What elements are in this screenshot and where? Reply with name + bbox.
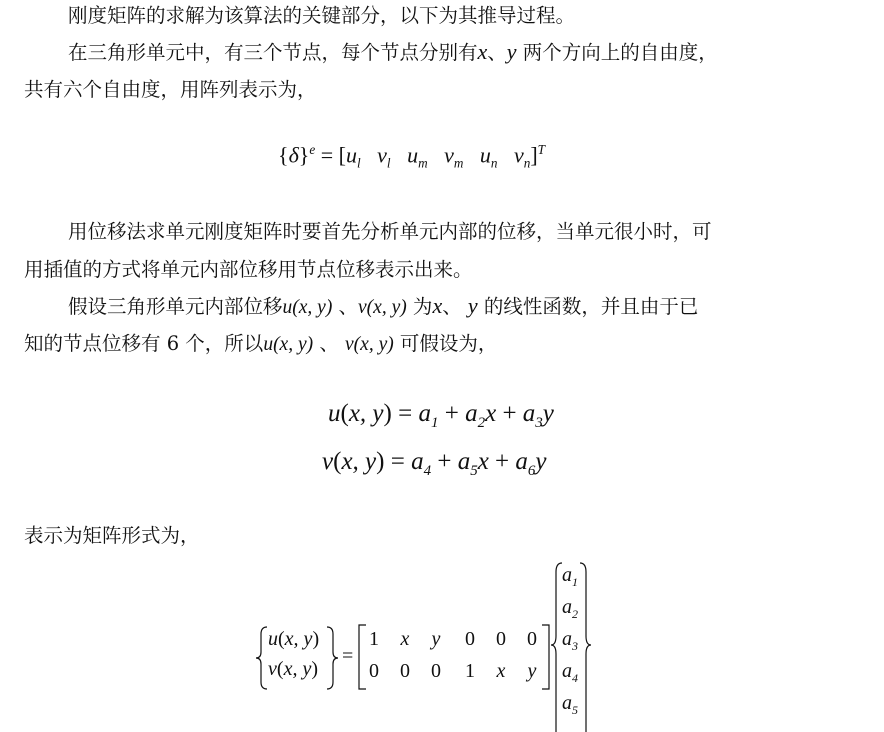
paragraph-displacement-cont (24, 254, 473, 286)
paragraph-text: 知的节点位移有 6 个，所以 (24, 332, 264, 355)
separator: 、 (442, 295, 468, 318)
paragraph-assumption-cont (24, 328, 497, 361)
paragraph-displacement (68, 216, 712, 248)
coeff-a5: $a_5$ (562, 692, 578, 717)
vector-u: u(x, y) (268, 628, 320, 650)
equation-u: u(x, $y) = a_1 + a_2x + a_3y$ (328, 400, 554, 431)
matrix-cell: 0 (465, 628, 475, 650)
paragraph-text: 可假设为， (393, 332, 498, 355)
matrix-cell: x (496, 660, 506, 682)
paragraph-text: 用位移法求单元刚度矩阵时要首先分析单元内部的位移，当单元很小时，可 (68, 220, 712, 243)
paragraph-matrix-form (24, 520, 200, 552)
equation-delta: $\{\delta\}^e = [u_l$ $v_l$ $u_m$ $v_m$ $u_n$ $v_n]^T$ (278, 142, 546, 171)
paragraph-text: 在三角形单元中，有三个节点，每个节点分别有 (68, 41, 478, 64)
paragraph-intro (68, 0, 575, 32)
left-brace-icon (255, 626, 269, 690)
paragraph-assumption (68, 290, 698, 324)
matrix-cell: y (431, 628, 441, 650)
func-v: v(x, y) (345, 334, 394, 355)
paragraph-text: 用插值的方式将单元内部位移用节点位移表示出来。 (24, 258, 473, 281)
paragraph-dof-cont (24, 74, 317, 106)
separator: 、 (332, 295, 359, 318)
paragraph-text: 刚度矩阵的求解为该算法的关键部分，以下为其推导过程。 (68, 4, 576, 27)
matrix-cell: 0 (496, 628, 506, 650)
matrix-cell: x (400, 628, 410, 650)
var-x: x (432, 293, 443, 318)
equation-v: v(x, $y) = a_4 + a_5x + a_6y$ (322, 448, 547, 479)
matrix-cell: 0 (431, 660, 441, 682)
var-y: y (467, 293, 478, 318)
right-brace-icon (578, 562, 592, 732)
coeff-a3: $a_3$ (562, 628, 578, 653)
right-brace-icon (325, 626, 339, 690)
coefficient-matrix (362, 628, 548, 688)
coeff-a1: $a_1$ (562, 564, 578, 589)
paragraph-dof (68, 36, 718, 69)
vector-v: v(x, y) (268, 658, 318, 680)
paragraph-text: 的线性函数，并且由于已 (477, 295, 699, 318)
paragraph-text: 表示为矩阵形式为， (24, 524, 200, 547)
paragraph-text: 共有六个自由度，用阵列表示为， (24, 78, 317, 101)
matrix-cell: 0 (369, 660, 379, 682)
matrix-cell: 1 (465, 660, 475, 682)
equals-sign: = (342, 645, 354, 667)
matrix-cell: 0 (400, 660, 410, 682)
paragraph-text: 假设三角形单元内部位移 (68, 295, 283, 318)
coeff-a4: $a_4$ (562, 660, 578, 685)
var-y: y (506, 39, 517, 64)
func-u: u(x, y) (282, 297, 333, 318)
separator: 、 (487, 41, 507, 64)
matrix-cell: y (527, 660, 537, 682)
paragraph-text: 两个方向上的自由度， (516, 41, 718, 64)
coeff-a2: $a_2$ (562, 596, 578, 621)
matrix-cell: 1 (369, 628, 379, 650)
func-u: u(x, y) (263, 334, 314, 355)
var-x: x (477, 39, 488, 64)
matrix-cell: 0 (527, 628, 537, 650)
separator: 、 (313, 332, 346, 355)
paragraph-text: 为 (406, 295, 433, 318)
func-v: v(x, y) (358, 297, 407, 318)
